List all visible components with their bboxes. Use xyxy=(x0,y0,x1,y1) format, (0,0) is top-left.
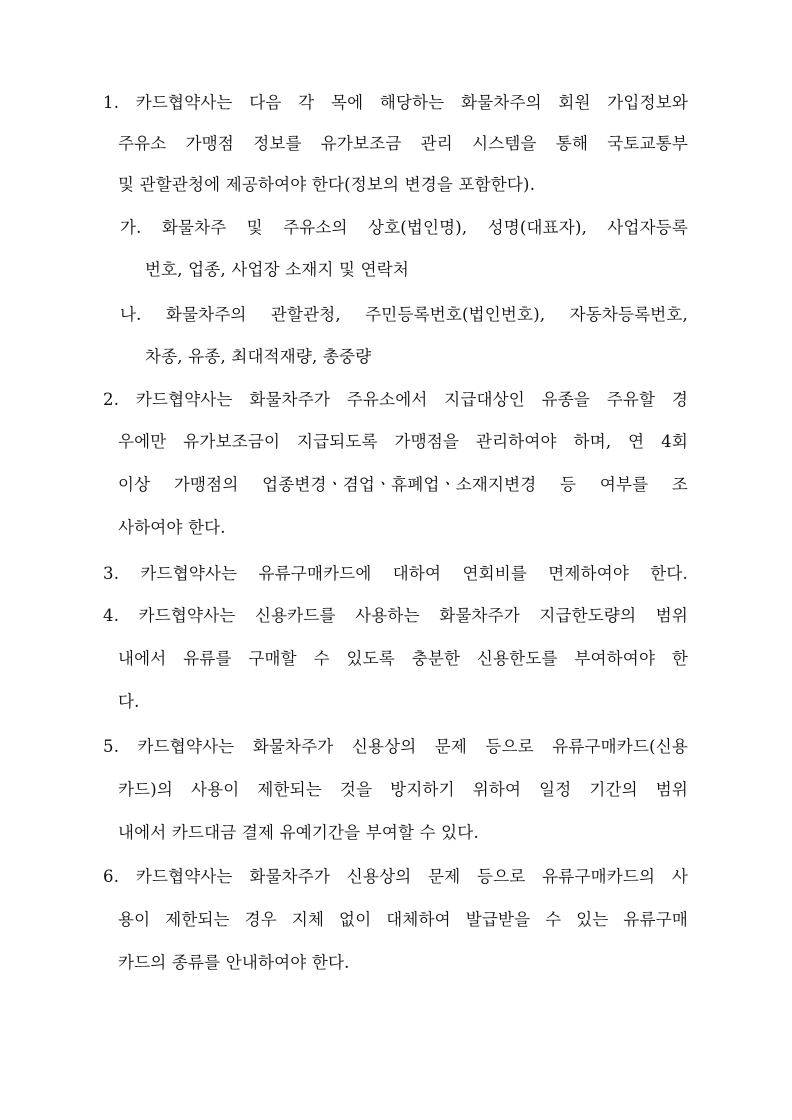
item-6-line-1: 6. 카드협약사는 화물차주가 신용상의 문제 등으로 유류구매카드의 사 xyxy=(103,867,688,886)
item-1-sub-ga-line-1: 가. 화물차주 및 주유소의 상호(법인명), 성명(대표자), 사업자등록 xyxy=(120,218,688,237)
item-2-line-4: 사하여야 한다. xyxy=(118,518,226,537)
item-1-line-3: 및 관할관청에 제공하여야 한다(정보의 변경을 포함한다). xyxy=(118,175,536,194)
item-1-line-2: 주유소 가맹점 정보를 유가보조금 관리 시스템을 통해 국토교통부 xyxy=(118,134,688,153)
item-2-line-3: 이상 가맹점의 업종변경ㆍ겸업ㆍ휴폐업ㆍ소재지변경 등 여부를 조 xyxy=(118,475,688,494)
item-1-line-1: 1. 카드협약사는 다음 각 목에 해당하는 화물차주의 회원 가입정보와 xyxy=(103,93,688,112)
item-2-line-1: 2. 카드협약사는 화물차주가 주유소에서 지급대상인 유종을 주유할 경 xyxy=(103,390,688,409)
item-5-line-2: 카드)의 사용이 제한되는 것을 방지하기 위하여 일정 기간의 범위 xyxy=(118,780,688,799)
item-1-sub-ga-line-2: 번호, 업종, 사업장 소재지 및 연락처 xyxy=(145,260,410,279)
item-4-line-2: 내에서 유류를 구매할 수 있도록 충분한 신용한도를 부여하여야 한 xyxy=(118,649,688,668)
item-4-line-3: 다. xyxy=(118,692,140,711)
item-2-line-2: 우에만 유가보조금이 지급되도록 가맹점을 관리하여야 하며, 연 4회 xyxy=(118,432,688,451)
item-5-line-1: 5. 카드협약사는 화물차주가 신용상의 문제 등으로 유류구매카드(신용 xyxy=(103,737,688,756)
item-6-line-2: 용이 제한되는 경우 지체 없이 대체하여 발급받을 수 있는 유류구매 xyxy=(118,910,688,929)
item-4-line-1: 4. 카드협약사는 신용카드를 사용하는 화물차주가 지급한도량의 범위 xyxy=(103,606,688,625)
item-3-line-1: 3. 카드협약사는 유류구매카드에 대하여 연회비를 면제하여야 한다. xyxy=(103,564,688,583)
item-6-line-3: 카드의 종류를 안내하여야 한다. xyxy=(118,953,350,972)
item-1-sub-na-line-2: 차종, 유종, 최대적재량, 총중량 xyxy=(145,347,372,366)
item-5-line-3: 내에서 카드대금 결제 유예기간을 부여할 수 있다. xyxy=(118,823,479,842)
item-1-sub-na-line-1: 나. 화물차주의 관할관청, 주민등록번호(법인번호), 자동차등록번호, xyxy=(120,305,688,324)
